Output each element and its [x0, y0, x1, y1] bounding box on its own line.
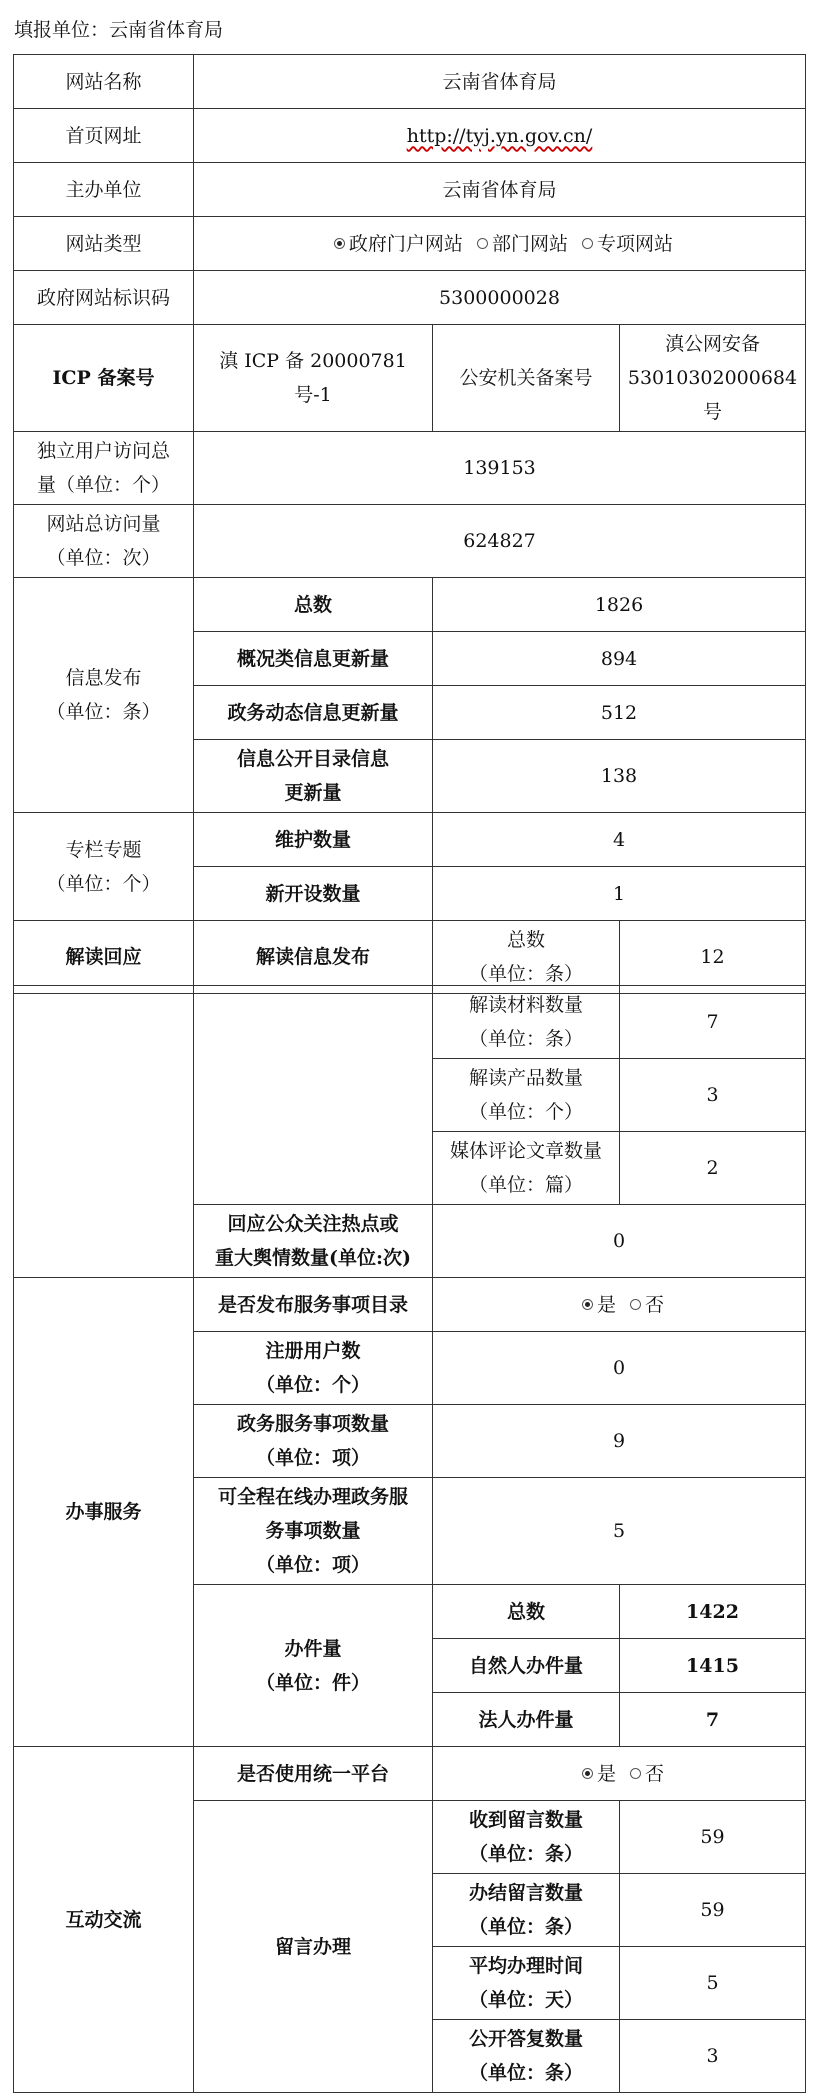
sponsor-value: 云南省体育局 — [194, 163, 806, 217]
icp-label: ICP 备案号 — [14, 325, 194, 432]
interpret-respond-label: 回应公众关注热点或 重大舆情数量(单位:次) — [194, 1205, 433, 1278]
service-label: 办事服务 — [14, 1278, 194, 1747]
interpret-continued-mid — [194, 986, 433, 1205]
pv-label: 网站总访问量 （单位：次） — [14, 505, 194, 578]
police-label: 公安机关备案号 — [433, 325, 620, 432]
service-online-label: 可全程在线办理政务服 务事项数量 （单位：项） — [194, 1478, 433, 1585]
service-reg-value: 0 — [433, 1332, 806, 1405]
interact-platform-no[interactable]: 否 — [622, 1757, 664, 1791]
info-total-label: 总数 — [194, 578, 433, 632]
pv-value: 624827 — [194, 505, 806, 578]
service-catalog-no[interactable]: 否 — [622, 1288, 664, 1322]
site-type-option-dept[interactable]: 部门网站 — [469, 227, 568, 261]
service-natural-value: 1415 — [620, 1639, 806, 1693]
site-name-value: 云南省体育局 — [194, 55, 806, 109]
service-items-label: 政务服务事项数量 （单位：项） — [194, 1405, 433, 1478]
info-catalog-label: 信息公开目录信息 更新量 — [194, 740, 433, 813]
interact-public-label: 公开答复数量 （单位：条） — [433, 2020, 620, 2093]
service-cases-total-value: 1422 — [620, 1585, 806, 1639]
interpret-publish-label: 解读信息发布 — [194, 921, 433, 994]
site-type-option-special[interactable]: 专项网站 — [574, 227, 673, 261]
service-items-value: 9 — [433, 1405, 806, 1478]
radio-checked-icon[interactable] — [582, 1768, 593, 1779]
report-table-part2 — [13, 985, 806, 2093]
interpret-total-label: 总数 （单位：条） — [433, 921, 620, 994]
radio-unchecked-icon[interactable] — [582, 238, 593, 249]
service-catalog-label: 是否发布服务事项目录 — [194, 1278, 433, 1332]
interact-received-label: 收到留言数量 （单位：条） — [433, 1801, 620, 1874]
interact-msg-label: 留言办理 — [194, 1801, 433, 2093]
radio-unchecked-icon[interactable] — [630, 1768, 641, 1779]
site-name-label: 网站名称 — [14, 55, 194, 109]
gov-id-label: 政府网站标识码 — [14, 271, 194, 325]
uv-value: 139153 — [194, 432, 806, 505]
radio-checked-icon[interactable] — [334, 238, 345, 249]
service-online-value: 5 — [433, 1478, 806, 1585]
interpret-media-value: 2 — [620, 1132, 806, 1205]
interact-platform-options — [433, 1747, 806, 1801]
radio-unchecked-icon[interactable] — [630, 1299, 641, 1310]
interact-avg-value: 5 — [620, 1947, 806, 2020]
interpret-product-label: 解读产品数量 （单位：个） — [433, 1059, 620, 1132]
radio-unchecked-icon[interactable] — [477, 238, 488, 249]
info-overview-value: 894 — [433, 632, 806, 686]
column-new-value: 1 — [433, 867, 806, 921]
interact-public-value: 3 — [620, 2020, 806, 2093]
interpret-respond-value: 0 — [433, 1205, 806, 1278]
radio-checked-icon[interactable] — [582, 1299, 593, 1310]
info-catalog-value: 138 — [433, 740, 806, 813]
interact-done-value: 59 — [620, 1874, 806, 1947]
homepage-link[interactable]: http://tyj.yn.gov.cn/ — [406, 124, 593, 147]
interpret-product-value: 3 — [620, 1059, 806, 1132]
police-value: 滇公网安备 53010302000684 号 — [620, 325, 806, 432]
interpret-media-label: 媒体评论文章数量 （单位：篇） — [433, 1132, 620, 1205]
gov-id-value: 5300000028 — [194, 271, 806, 325]
site-type-label: 网站类型 — [14, 217, 194, 271]
filling-unit: 填报单位：云南省体育局 — [14, 19, 224, 41]
column-maintain-value: 4 — [433, 813, 806, 867]
interpret-continued-left — [14, 986, 194, 1278]
column-label: 专栏专题 （单位：个） — [14, 813, 194, 921]
report-table-part1 — [13, 54, 806, 994]
service-legal-label: 法人办件量 — [433, 1693, 620, 1747]
column-maintain-label: 维护数量 — [194, 813, 433, 867]
service-cases-total-label: 总数 — [433, 1585, 620, 1639]
interpret-total-value: 12 — [620, 921, 806, 994]
interact-platform-label: 是否使用统一平台 — [194, 1747, 433, 1801]
icp-value: 滇 ICP 备 20000781 号-1 — [194, 325, 433, 432]
interpret-material-value: 7 — [620, 986, 806, 1059]
interact-avg-label: 平均办理时间 （单位：天） — [433, 1947, 620, 2020]
interact-platform-yes[interactable]: 是 — [574, 1757, 616, 1791]
sponsor-label: 主办单位 — [14, 163, 194, 217]
homepage-label: 首页网址 — [14, 109, 194, 163]
service-natural-label: 自然人办件量 — [433, 1639, 620, 1693]
info-overview-label: 概况类信息更新量 — [194, 632, 433, 686]
info-affairs-label: 政务动态信息更新量 — [194, 686, 433, 740]
service-reg-label: 注册用户数 （单位：个） — [194, 1332, 433, 1405]
site-type-options — [194, 217, 806, 271]
site-type-option-portal[interactable]: 政府门户网站 — [326, 227, 463, 261]
interact-done-label: 办结留言数量 （单位：条） — [433, 1874, 620, 1947]
service-legal-value: 7 — [620, 1693, 806, 1747]
info-publish-label: 信息发布 （单位：条） — [14, 578, 194, 813]
interpret-label: 解读回应 — [14, 921, 194, 994]
interact-received-value: 59 — [620, 1801, 806, 1874]
interpret-material-label: 解读材料数量 （单位：条） — [433, 986, 620, 1059]
uv-label: 独立用户访问总 量（单位：个） — [14, 432, 194, 505]
service-catalog-options — [433, 1278, 806, 1332]
column-new-label: 新开设数量 — [194, 867, 433, 921]
info-total-value: 1826 — [433, 578, 806, 632]
service-cases-label: 办件量 （单位：件） — [194, 1585, 433, 1747]
service-catalog-yes[interactable]: 是 — [574, 1288, 616, 1322]
interact-label: 互动交流 — [14, 1747, 194, 2093]
info-affairs-value: 512 — [433, 686, 806, 740]
